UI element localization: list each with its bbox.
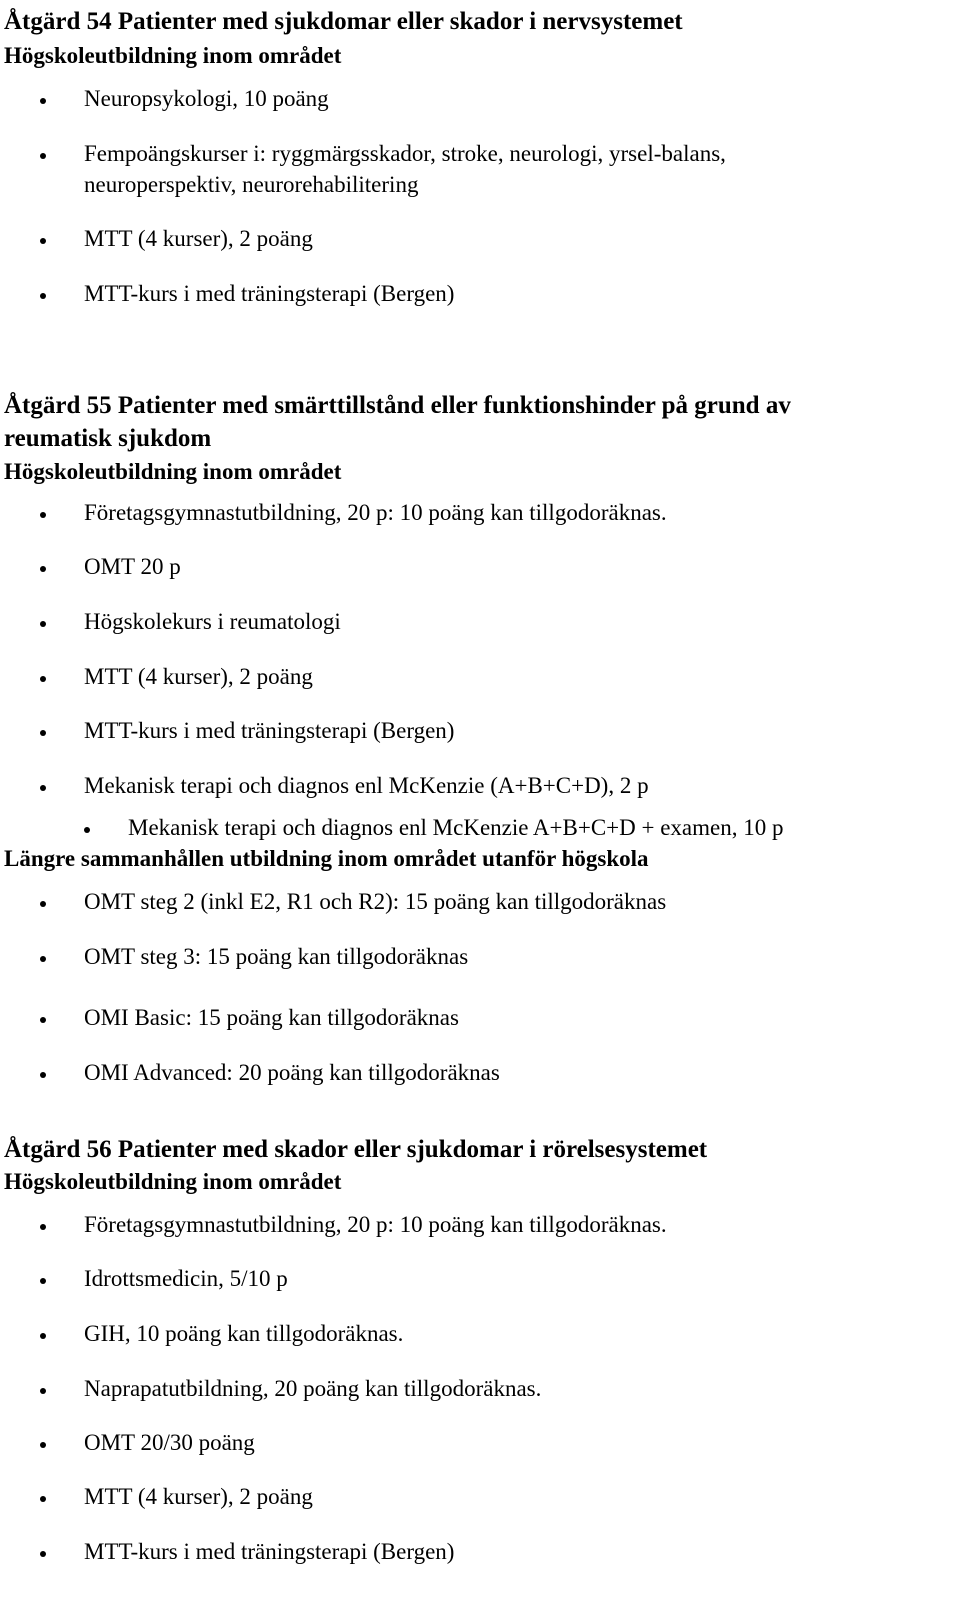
section-55-subheading-2: Längre sammanhållen utbildning inom området utanför högskola — [4, 846, 649, 871]
list-item-text: Naprapatutbildning, 20 poäng kan tillgodoräknas. — [84, 1376, 542, 1401]
bullet-icon — [40, 1388, 46, 1394]
list-item-text: Idrottsmedicin, 5/10 p — [84, 1266, 288, 1291]
section-55-heading-line2: reumatisk sjukdom — [4, 425, 212, 452]
bullet-icon — [40, 1496, 46, 1502]
bullet-icon — [40, 1017, 46, 1023]
bullet-icon — [40, 153, 46, 159]
section-54-subheading: Högskoleutbildning inom området — [4, 43, 342, 68]
section-55-heading: Åtgärd 55 Patienter med smärttillstånd eller funktionshinder på grund av — [4, 392, 791, 419]
section-54-heading: Åtgärd 54 Patienter med sjukdomar eller skador i nervsystemet — [4, 8, 683, 35]
bullet-icon — [40, 956, 46, 962]
bullet-icon — [84, 827, 90, 833]
list-item-text: MTT-kurs i med träningsterapi (Bergen) — [84, 718, 455, 743]
list-item-text: neuroperspektiv, neurorehabilitering — [84, 172, 419, 197]
bullet-icon — [40, 293, 46, 299]
list-item-text: Fempoängskurser i: ryggmärgsskador, stroke, neurologi, yrsel-balans, — [84, 141, 726, 166]
section-55-subheading: Högskoleutbildning inom området — [4, 459, 342, 484]
list-item-text: MTT (4 kurser), 2 poäng — [84, 664, 313, 689]
bullet-icon — [40, 238, 46, 244]
list-item-text: OMI Advanced: 20 poäng kan tillgodoräknas — [84, 1060, 500, 1085]
bullet-icon — [40, 621, 46, 627]
bullet-icon — [40, 676, 46, 682]
list-item-text: GIH, 10 poäng kan tillgodoräknas. — [84, 1321, 404, 1346]
list-item-text: Mekanisk terapi och diagnos enl McKenzie (A+B+C+D), 2 p — [84, 773, 649, 798]
list-item-text: OMT steg 2 (inkl E2, R1 och R2): 15 poäng kan tillgodoräknas — [84, 889, 667, 914]
bullet-icon — [40, 901, 46, 907]
list-item-text: Företagsgymnastutbildning, 20 p: 10 poäng kan tillgodoräknas. — [84, 1212, 667, 1237]
bullet-icon — [40, 98, 46, 104]
list-item-text: OMT steg 3: 15 poäng kan tillgodoräknas — [84, 944, 469, 969]
bullet-icon — [40, 1278, 46, 1284]
bullet-icon — [40, 1442, 46, 1448]
section-56-heading: Åtgärd 56 Patienter med skador eller sjukdomar i rörelsesystemet — [4, 1136, 708, 1163]
list-item-text: MTT (4 kurser), 2 poäng — [84, 226, 313, 251]
bullet-icon — [40, 1333, 46, 1339]
section-56-subheading: Högskoleutbildning inom området — [4, 1169, 342, 1194]
list-item-text: Företagsgymnastutbildning, 20 p: 10 poäng kan tillgodoräknas. — [84, 500, 667, 525]
bullet-icon — [40, 1072, 46, 1078]
bullet-icon — [40, 785, 46, 791]
bullet-icon — [40, 1551, 46, 1557]
list-item-text: Mekanisk terapi och diagnos enl McKenzie A+B+C+D + examen, 10 p — [128, 815, 784, 840]
bullet-icon — [40, 1224, 46, 1230]
bullet-icon — [40, 566, 46, 572]
bullet-icon — [40, 512, 46, 518]
list-item-text: Högskolekurs i reumatologi — [84, 609, 341, 634]
list-item-text: MTT (4 kurser), 2 poäng — [84, 1484, 313, 1509]
list-item-text: MTT-kurs i med träningsterapi (Bergen) — [84, 281, 455, 306]
list-item-text: OMI Basic: 15 poäng kan tillgodoräknas — [84, 1005, 459, 1030]
list-item-text: MTT-kurs i med träningsterapi (Bergen) — [84, 1539, 455, 1564]
list-item-text: OMT 20 p — [84, 554, 181, 579]
list-item-text: Neuropsykologi, 10 poäng — [84, 86, 329, 111]
list-item-text: OMT 20/30 poäng — [84, 1430, 255, 1455]
bullet-icon — [40, 730, 46, 736]
